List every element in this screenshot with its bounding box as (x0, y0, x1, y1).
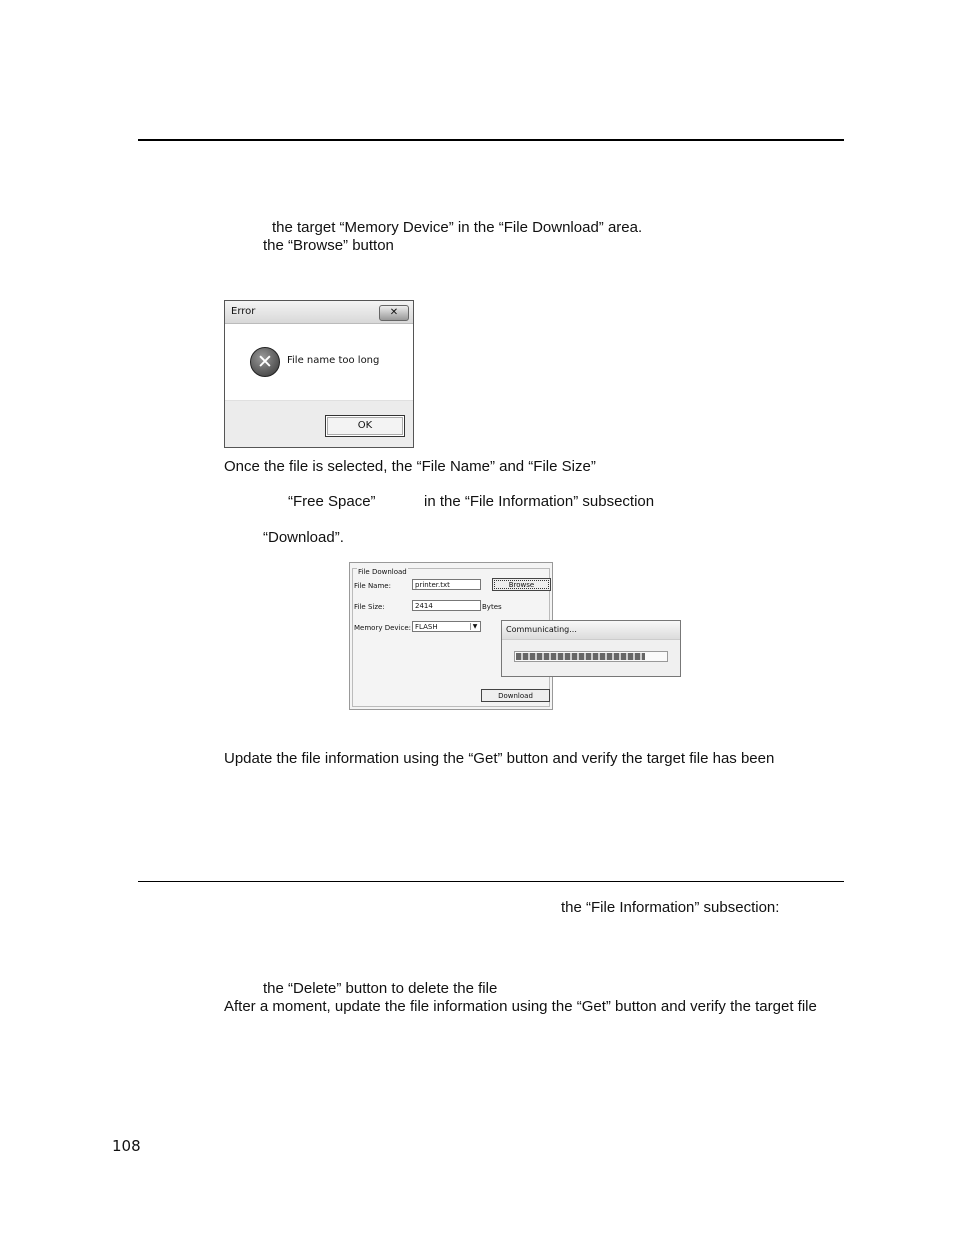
download-button[interactable]: Download (481, 689, 550, 702)
file-download-legend: File Download (358, 568, 407, 576)
instruction-file-information-subsection: the “File Information” subsection: (561, 899, 780, 916)
file-name-label: File Name: (354, 582, 391, 590)
progress-bar (514, 651, 668, 662)
file-name-field[interactable]: printer.txt (412, 579, 481, 590)
progress-bar-fill (516, 653, 645, 660)
instruction-memory-device: the target “Memory Device” in the “File Download” area. (272, 219, 643, 236)
file-size-label: File Size: (354, 603, 385, 611)
page-number: 108 (112, 1137, 141, 1155)
browse-button[interactable]: Browse (492, 578, 551, 591)
error-message: File name too long (287, 355, 380, 366)
error-dialog-title: Error (225, 301, 413, 324)
chevron-down-icon[interactable]: ▼ (470, 623, 479, 630)
memory-device-value: FLASH (415, 623, 438, 631)
communicating-dialog-title: Communicating... (502, 621, 680, 640)
instruction-verify-delete: After a moment, update the file information using the “Get” button and verify the target file (224, 998, 817, 1015)
communicating-dialog (501, 620, 681, 677)
ok-button[interactable]: OK (325, 415, 405, 437)
section-rule (138, 881, 844, 882)
error-dialog-footer (225, 400, 413, 447)
file-size-unit: Bytes (482, 603, 502, 611)
top-rule (138, 139, 844, 141)
memory-device-select[interactable] (412, 621, 481, 632)
instruction-download: “Download”. (263, 529, 344, 546)
instruction-browse: the “Browse” button (263, 237, 394, 254)
instruction-delete: the “Delete” button to delete the file (263, 980, 498, 997)
file-size-field[interactable]: 2414 (412, 600, 481, 611)
error-icon: ✕ (250, 347, 280, 377)
memory-device-label: Memory Device: (354, 624, 411, 632)
close-icon[interactable]: ✕ (379, 305, 409, 321)
instruction-file-information: in the “File Information” subsection (424, 493, 655, 510)
instruction-verify-download: Update the file information using the “Get” button and verify the target file has been (224, 750, 775, 767)
instruction-file-selected: Once the file is selected, the “File Name” and “File Size” (224, 458, 596, 475)
error-dialog (224, 300, 414, 448)
instruction-free-space-label: “Free Space” (288, 493, 376, 510)
